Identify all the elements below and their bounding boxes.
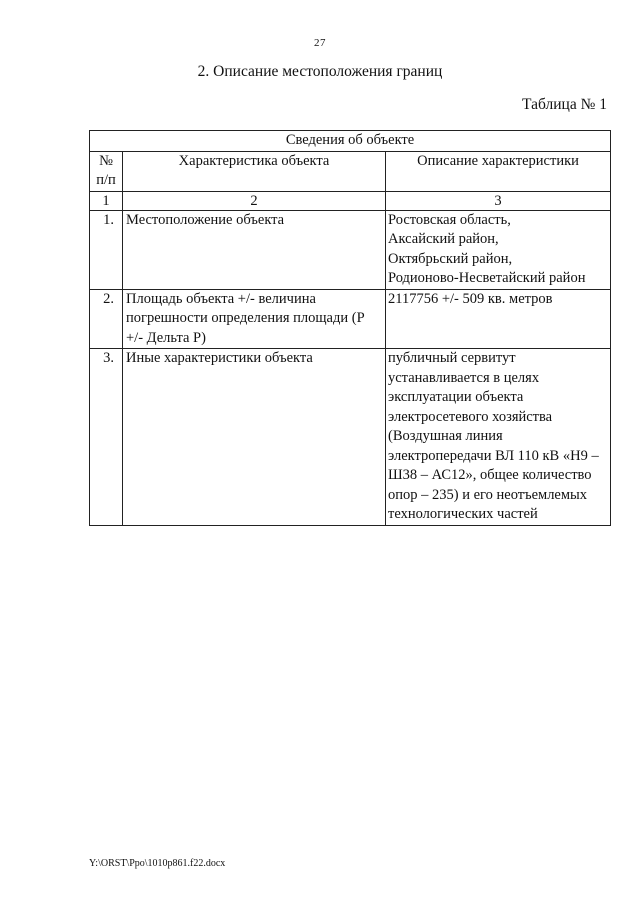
row-characteristic: Иные характеристики объекта — [123, 349, 386, 526]
table-row — [90, 289, 611, 349]
header-description: Описание характеристики — [386, 151, 611, 191]
table-title: Сведения об объекте — [90, 131, 611, 152]
header-num — [90, 151, 123, 191]
row-characteristic: Местоположение объекта — [123, 210, 386, 289]
object-info-table — [89, 130, 611, 526]
section-heading: 2. Описание местоположения границ — [197, 63, 443, 80]
table-title-row — [90, 131, 611, 152]
footer-file-path: Y:\ORST\Ppo\1010p861.f22.docx — [89, 858, 226, 869]
table-row — [90, 349, 611, 526]
table-caption: Таблица № 1 — [522, 96, 607, 113]
row-description: публичный сервитут устанавливается в целях эксплуатации объекта электросетевого хозяйства (Воздушная линия электропередачи ВЛ 110 кВ «Н9 – Ш38 – АС12», общее количество опор – 235) и его неотъемлемых технологических частей — [386, 349, 611, 526]
header-num-text: № п/п — [96, 152, 116, 188]
row-characteristic: Площадь объекта +/- величина погрешности определения площади (Р +/- Дельта Р) — [123, 289, 386, 349]
row-description — [386, 210, 611, 289]
table-index-row — [90, 191, 611, 210]
table-header-row — [90, 151, 611, 191]
index-cell-3: 3 — [386, 191, 611, 210]
index-cell-1: 1 — [90, 191, 123, 210]
page-number: 27 — [314, 37, 326, 49]
row-num: 1. — [90, 210, 123, 289]
row-num: 3. — [90, 349, 123, 526]
row-description-text: Ростовская область, Аксайский район, Октябрьский район, Родионово-Несветайский район — [388, 211, 586, 286]
header-characteristic: Характеристика объекта — [123, 151, 386, 191]
row-description: 2117756 +/- 509 кв. метров — [386, 289, 611, 349]
table-row — [90, 210, 611, 289]
row-num: 2. — [90, 289, 123, 349]
index-cell-2: 2 — [123, 191, 386, 210]
